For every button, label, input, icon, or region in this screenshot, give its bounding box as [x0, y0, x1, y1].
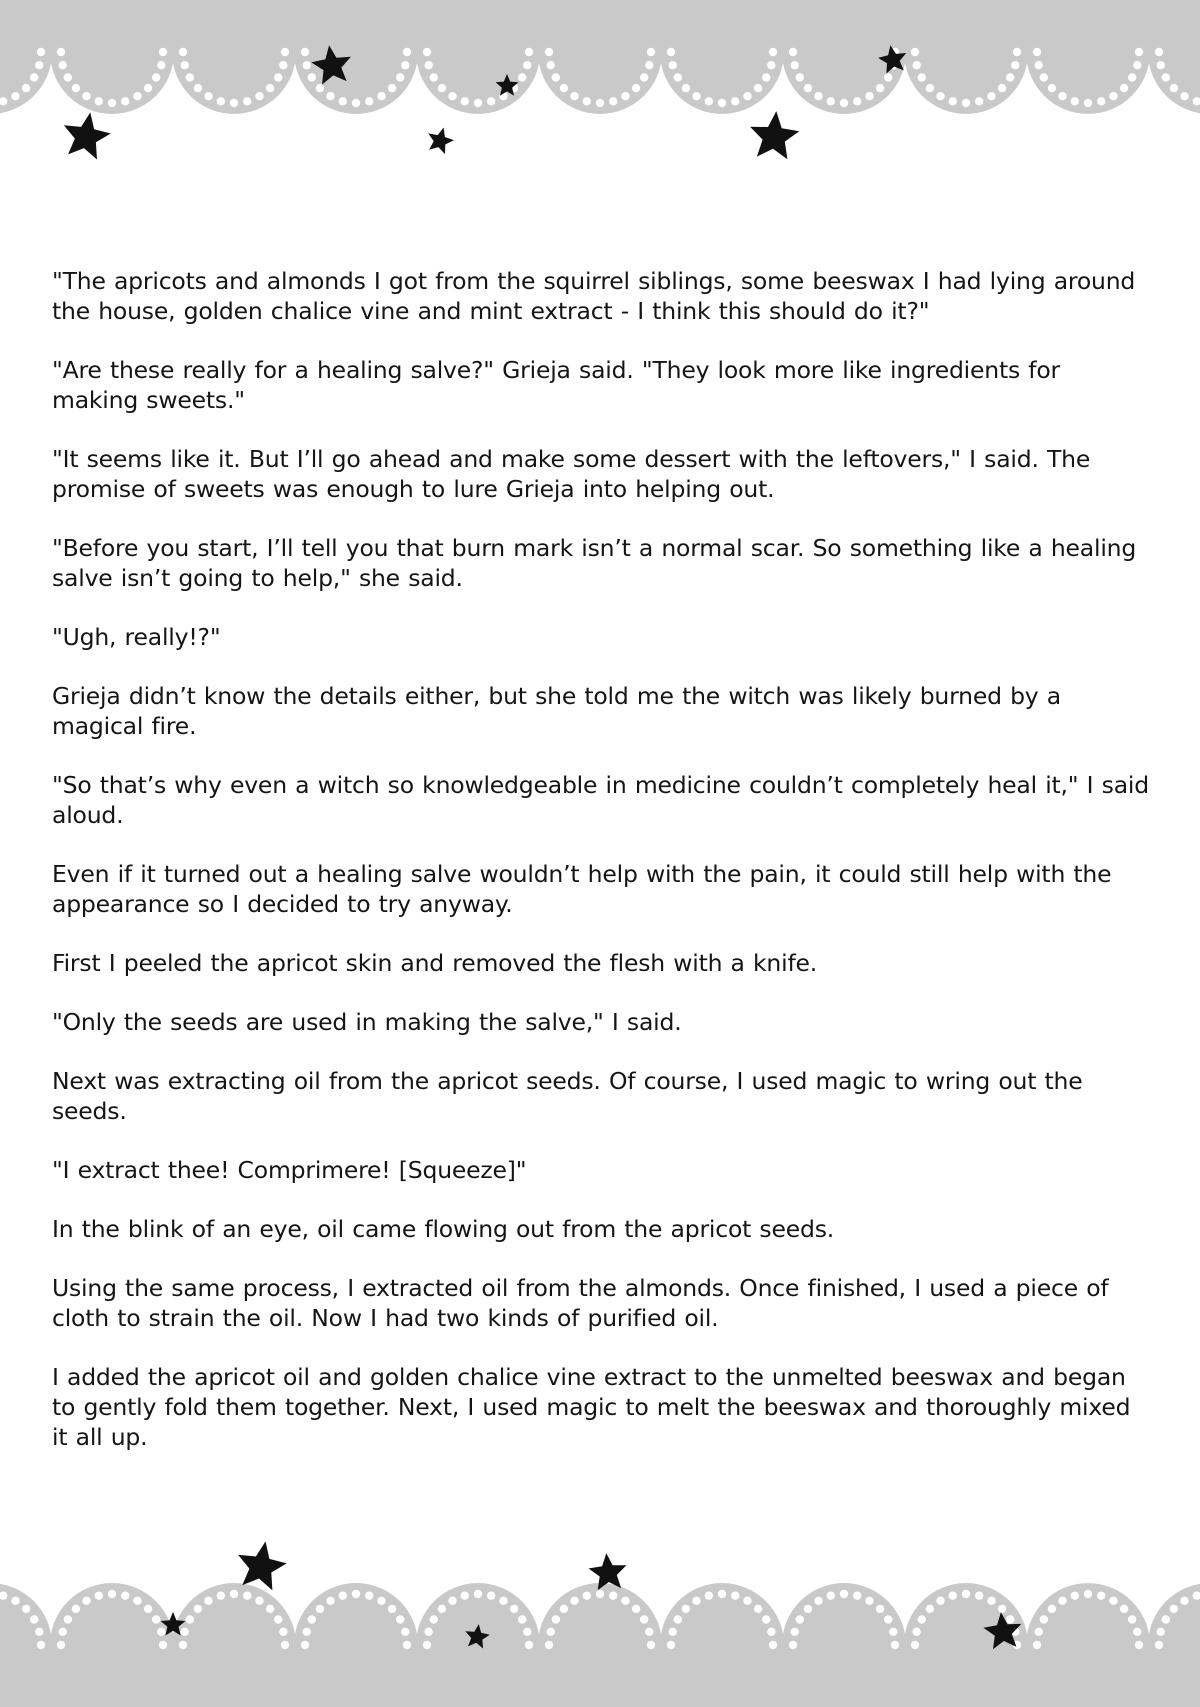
lace-bead: [692, 92, 700, 100]
lace-bead: [243, 1592, 251, 1600]
paragraph-12: "I extract thee! Comprimere! [Squeeze]": [52, 1156, 527, 1184]
lace-bead: [37, 48, 45, 56]
lace-bead: [1058, 92, 1066, 100]
lace-bead: [430, 73, 438, 81]
lace-bead: [796, 1615, 804, 1623]
lace-bead: [718, 99, 726, 107]
lace-bead: [133, 92, 141, 100]
bottom-lace-border: [0, 1535, 1200, 1707]
lace-bead: [640, 1615, 648, 1623]
lace-bead: [913, 1628, 921, 1636]
lace-bead: [1071, 1592, 1079, 1600]
lace-bead: [754, 1605, 762, 1613]
lace-bead: [1109, 92, 1117, 100]
paragraph-1: "The apricots and almonds I got from the squirrel siblings, some beeswax I had lying around the house, golden chalice vine and mint extract - I think this should do it?": [52, 267, 1136, 325]
lace-bead: [962, 99, 970, 107]
lace-bead: [1071, 97, 1079, 105]
lace-bead: [108, 99, 116, 107]
lace-bead: [72, 84, 80, 92]
lace-bead: [230, 99, 238, 107]
lace-bead: [767, 61, 775, 69]
lace-bead: [884, 1615, 892, 1623]
lace-bead: [998, 1605, 1006, 1613]
lace-bead: [510, 1605, 518, 1613]
lace-bead: [303, 61, 311, 69]
lace-bead: [647, 1641, 655, 1649]
lace-bead: [1006, 73, 1014, 81]
lace-bead: [692, 1597, 700, 1605]
lace-bead: [108, 1590, 116, 1598]
lace-bead: [718, 1590, 726, 1598]
lace-bead: [57, 48, 65, 56]
paragraph-11: Next was extracting oil from the apricot seeds. Of course, I used magic to wring out the seeds.: [52, 1067, 1083, 1125]
lace-bead: [762, 1615, 770, 1623]
lace-bead: [95, 97, 103, 105]
lace-bead: [186, 73, 194, 81]
lace-bead: [316, 1605, 324, 1613]
lace-bead: [22, 84, 30, 92]
lace-bead: [204, 92, 212, 100]
lace-bead: [1033, 48, 1041, 56]
lace-bead: [647, 48, 655, 56]
lace-bead: [425, 1628, 433, 1636]
paragraph-2: "Are these really for a healing salve?" Grieja said. "They look more like ingredients for making sweets.": [52, 356, 1060, 414]
lace-bead: [791, 1628, 799, 1636]
lace-bead: [144, 84, 152, 92]
lace-bead: [769, 48, 777, 56]
lace-bead: [918, 1615, 926, 1623]
lace-bead: [762, 73, 770, 81]
lace-bead: [1162, 73, 1170, 81]
lace-bead: [705, 1592, 713, 1600]
lace-bead: [791, 61, 799, 69]
lace-bead: [789, 48, 797, 56]
lace-bead: [1097, 97, 1105, 105]
lace-bead: [560, 84, 568, 92]
lace-bead: [926, 84, 934, 92]
lace-bead: [194, 84, 202, 92]
lace-bead: [674, 1615, 682, 1623]
lace-bead: [82, 1597, 90, 1605]
top-lace-svg: [0, 0, 1200, 175]
lace-bead: [840, 99, 848, 107]
lace-bead: [255, 1597, 263, 1605]
lace-bead: [667, 48, 675, 56]
lace-bead: [926, 1605, 934, 1613]
lace-bead: [401, 1628, 409, 1636]
lace-bead: [865, 1597, 873, 1605]
lace-bead: [181, 1628, 189, 1636]
lace-bead: [396, 73, 404, 81]
lace-bead: [523, 1628, 531, 1636]
lace-bead: [423, 1641, 431, 1649]
lace-bead: [769, 1641, 777, 1649]
lace-bead: [352, 1590, 360, 1598]
lace-bead: [377, 92, 385, 100]
lace-bead: [552, 73, 560, 81]
lace-bead: [1180, 92, 1188, 100]
lace-bead: [1135, 1641, 1143, 1649]
paragraph-8: Even if it turned out a healing salve wouldn’t help with the pain, it could still help with the appearance so I decided to try anyway.: [52, 860, 1112, 918]
lace-bead: [552, 1615, 560, 1623]
lace-bead: [159, 48, 167, 56]
lace-bead: [705, 97, 713, 105]
lace-bead: [11, 92, 19, 100]
lace-bead: [1155, 48, 1163, 56]
lace-bead: [316, 84, 324, 92]
lace-bead: [487, 97, 495, 105]
lace-bead: [1011, 61, 1019, 69]
lace-bead: [596, 1590, 604, 1598]
lace-bead: [1180, 1597, 1188, 1605]
lace-bead: [59, 61, 67, 69]
lace-bead: [570, 1597, 578, 1605]
lace-bead: [388, 84, 396, 92]
lace-bead: [645, 1628, 653, 1636]
lace-bead: [243, 97, 251, 105]
lace-bead: [523, 61, 531, 69]
lace-bead: [266, 84, 274, 92]
lace-bead: [962, 1590, 970, 1598]
lace-bead: [1084, 99, 1092, 107]
lace-bead: [936, 1597, 944, 1605]
lace-bead: [547, 61, 555, 69]
lace-bead: [430, 1615, 438, 1623]
lace-bead: [1128, 73, 1136, 81]
lace-bead: [95, 1592, 103, 1600]
lace-scallop: [0, 0, 1200, 114]
lace-bead: [255, 92, 263, 100]
lace-bead: [121, 97, 129, 105]
lace-bead: [743, 1597, 751, 1605]
lace-bead: [609, 1592, 617, 1600]
lace-bead: [1035, 61, 1043, 69]
lace-bead: [438, 1605, 446, 1613]
lace-bead: [987, 92, 995, 100]
lace-bead: [1135, 48, 1143, 56]
lace-bead: [853, 1592, 861, 1600]
lace-bead: [179, 48, 187, 56]
paragraph-3: "It seems like it. But I’ll go ahead and make some dessert with the leftovers," I said. The promise of sweets was enough to lure Grieja into helping out.: [52, 445, 1091, 503]
lace-bead: [545, 1641, 553, 1649]
lace-bead: [1058, 1597, 1066, 1605]
lace-bead: [474, 1590, 482, 1598]
lace-bead: [632, 84, 640, 92]
lace-bead: [621, 1597, 629, 1605]
lace-bead: [975, 97, 983, 105]
lace-bead: [194, 1605, 202, 1613]
lace-bead: [583, 1592, 591, 1600]
lace-bead: [754, 84, 762, 92]
lace-bead: [204, 1597, 212, 1605]
lace-bead: [796, 73, 804, 81]
lace-bead: [621, 92, 629, 100]
lace-bead: [308, 1615, 316, 1623]
lace-bead: [230, 1590, 238, 1598]
paragraph-6: Grieja didn’t know the details either, but she told me the witch was likely burned by a magical fire.: [52, 682, 1061, 740]
lace-bead: [157, 61, 165, 69]
lace-bead: [949, 1592, 957, 1600]
lace-bead: [669, 1628, 677, 1636]
star-icon: [750, 111, 799, 159]
lace-bead: [1170, 84, 1178, 92]
lace-bead: [1128, 1615, 1136, 1623]
lace-bead: [159, 1641, 167, 1649]
lace-bead: [448, 1597, 456, 1605]
lace-bead: [448, 92, 456, 100]
lace-bead: [865, 92, 873, 100]
lace-bead: [181, 61, 189, 69]
lace-bead: [1048, 84, 1056, 92]
lace-bead: [1133, 1628, 1141, 1636]
lace-bead: [767, 1628, 775, 1636]
lace-bead: [403, 1641, 411, 1649]
lace-bead: [59, 1628, 67, 1636]
lace-bead: [274, 1615, 282, 1623]
star-icon: [238, 1541, 287, 1590]
lace-bead: [731, 1592, 739, 1600]
lace-bead: [891, 1641, 899, 1649]
lace-bead: [72, 1605, 80, 1613]
lace-bead: [913, 61, 921, 69]
paragraph-4: "Before you start, I’ll tell you that burn mark isn’t a normal scar. So something like a healing salve isn’t going to help," she said.: [52, 534, 1137, 592]
lace-bead: [814, 92, 822, 100]
lace-bead: [911, 1641, 919, 1649]
lace-bead: [876, 84, 884, 92]
lace-bead: [266, 1605, 274, 1613]
lace-bead: [525, 48, 533, 56]
lace-bead: [840, 1590, 848, 1598]
lace-bead: [596, 99, 604, 107]
lace-bead: [352, 99, 360, 107]
lace-bead: [1162, 1615, 1170, 1623]
lace-bead: [609, 97, 617, 105]
lace-bead: [64, 73, 72, 81]
lace-bead: [365, 97, 373, 105]
lace-bead: [1109, 1597, 1117, 1605]
lace-bead: [438, 84, 446, 92]
lace-bead: [82, 92, 90, 100]
lace-bead: [401, 61, 409, 69]
lace-bead: [1133, 61, 1141, 69]
lace-bead: [35, 61, 43, 69]
lace-bead: [731, 97, 739, 105]
lace-bead: [789, 1641, 797, 1649]
lace-bead: [365, 1592, 373, 1600]
paragraph-7: "So that’s why even a witch so knowledgeable in medicine couldn’t completely heal it," I said aloud.: [52, 771, 1149, 829]
lace-bead: [804, 1605, 812, 1613]
lace-bead: [179, 1641, 187, 1649]
lace-bead: [669, 61, 677, 69]
lace-bead: [583, 97, 591, 105]
lace-bead: [339, 1592, 347, 1600]
lace-bead: [152, 73, 160, 81]
lace-bead: [217, 1592, 225, 1600]
lace-bead: [121, 1592, 129, 1600]
lace-bead: [682, 1605, 690, 1613]
lace-bead: [1120, 84, 1128, 92]
lace-bead: [1048, 1605, 1056, 1613]
lace-bead: [1170, 1605, 1178, 1613]
lace-bead: [30, 73, 38, 81]
lace-bead: [1006, 1615, 1014, 1623]
lace-bead: [474, 99, 482, 107]
top-lace-border: [0, 0, 1200, 175]
paragraph-15: I added the apricot oil and golden chalice vine extract to the unmelted beeswax and began to gently fold them together. Next, I used magic to melt the beeswax and thoroughly mixed it all up.: [52, 1363, 1131, 1451]
lace-bead: [133, 1597, 141, 1605]
lace-bead: [936, 92, 944, 100]
paragraph-13: In the blink of an eye, oil came flowing out from the apricot seeds.: [52, 1215, 835, 1243]
lace-bead: [645, 61, 653, 69]
lace-bead: [217, 97, 225, 105]
lace-bead: [157, 1628, 165, 1636]
lace-bead: [303, 1628, 311, 1636]
lace-bead: [1120, 1605, 1128, 1613]
lace-bead: [11, 1597, 19, 1605]
lace-bead: [876, 1605, 884, 1613]
lace-bead: [487, 1592, 495, 1600]
lace-bead: [186, 1615, 194, 1623]
lace-bead: [326, 1597, 334, 1605]
lace-bead: [827, 1592, 835, 1600]
lace-bead: [911, 48, 919, 56]
lace-bead: [560, 1605, 568, 1613]
lace-bead: [22, 1605, 30, 1613]
lace-bead: [632, 1605, 640, 1613]
lace-bead: [814, 1597, 822, 1605]
lace-bead: [301, 1641, 309, 1649]
lace-bead: [1155, 1641, 1163, 1649]
lace-bead: [339, 97, 347, 105]
lace-bead: [274, 73, 282, 81]
lace-bead: [667, 1641, 675, 1649]
lace-bead: [388, 1605, 396, 1613]
lace-bead: [396, 1615, 404, 1623]
lace-bead: [884, 73, 892, 81]
lace-bead: [682, 84, 690, 92]
lace-bead: [1157, 61, 1165, 69]
lace-bead: [152, 1615, 160, 1623]
lace-bead: [1084, 1590, 1092, 1598]
lace-bead: [1157, 1628, 1165, 1636]
lace-bead: [279, 61, 287, 69]
lace-bead: [547, 1628, 555, 1636]
lace-bead: [853, 97, 861, 105]
lace-bead: [30, 1615, 38, 1623]
paragraph-9: First I peeled the apricot skin and removed the flesh with a knife.: [52, 949, 818, 977]
lace-bead: [144, 1605, 152, 1613]
lace-bead: [525, 1641, 533, 1649]
lace-bead: [308, 73, 316, 81]
paragraph-10: "Only the seeds are used in making the salve," I said.: [52, 1008, 682, 1036]
lace-bead: [804, 84, 812, 92]
lace-bead: [1040, 73, 1048, 81]
lace-bead: [949, 97, 957, 105]
bottom-lace-svg: [0, 1535, 1200, 1707]
lace-bead: [461, 97, 469, 105]
lace-bead: [326, 92, 334, 100]
star-icon: [64, 112, 111, 159]
lace-bead: [889, 1628, 897, 1636]
lace-bead: [1040, 1615, 1048, 1623]
lace-bead: [425, 61, 433, 69]
lace-bead: [281, 48, 289, 56]
lace-bead: [499, 1597, 507, 1605]
lace-bead: [918, 73, 926, 81]
lace-bead: [423, 48, 431, 56]
lace-bead: [279, 1628, 287, 1636]
lace-bead: [545, 48, 553, 56]
lace-bead: [1033, 1641, 1041, 1649]
lace-bead: [1035, 1628, 1043, 1636]
star-icon: [428, 128, 454, 155]
lace-bead: [518, 1615, 526, 1623]
paragraph-5: "Ugh, really!?": [52, 623, 221, 651]
lace-bead: [975, 1592, 983, 1600]
lace-bead: [1097, 1592, 1105, 1600]
lace-bead: [640, 73, 648, 81]
lace-bead: [570, 92, 578, 100]
lace-bead: [827, 97, 835, 105]
lace-bead: [1013, 48, 1021, 56]
paragraph-14: Using the same process, I extracted oil from the almonds. Once finished, I used a piece of cloth to strain the oil. Now I had two kinds of purified oil.: [52, 1274, 1109, 1332]
lace-bead: [518, 73, 526, 81]
lace-bead: [998, 84, 1006, 92]
lace-bead: [674, 73, 682, 81]
lace-bead: [377, 1597, 385, 1605]
lace-bead: [987, 1597, 995, 1605]
lace-bead: [35, 1628, 43, 1636]
lace-bead: [281, 1641, 289, 1649]
lace-bead: [403, 48, 411, 56]
lace-bead: [301, 48, 309, 56]
lace-bead: [37, 1641, 45, 1649]
lace-bead: [64, 1615, 72, 1623]
lace-bead: [743, 92, 751, 100]
story-text: [52, 266, 1152, 1481]
lace-bead: [461, 1592, 469, 1600]
lace-bead: [57, 1641, 65, 1649]
